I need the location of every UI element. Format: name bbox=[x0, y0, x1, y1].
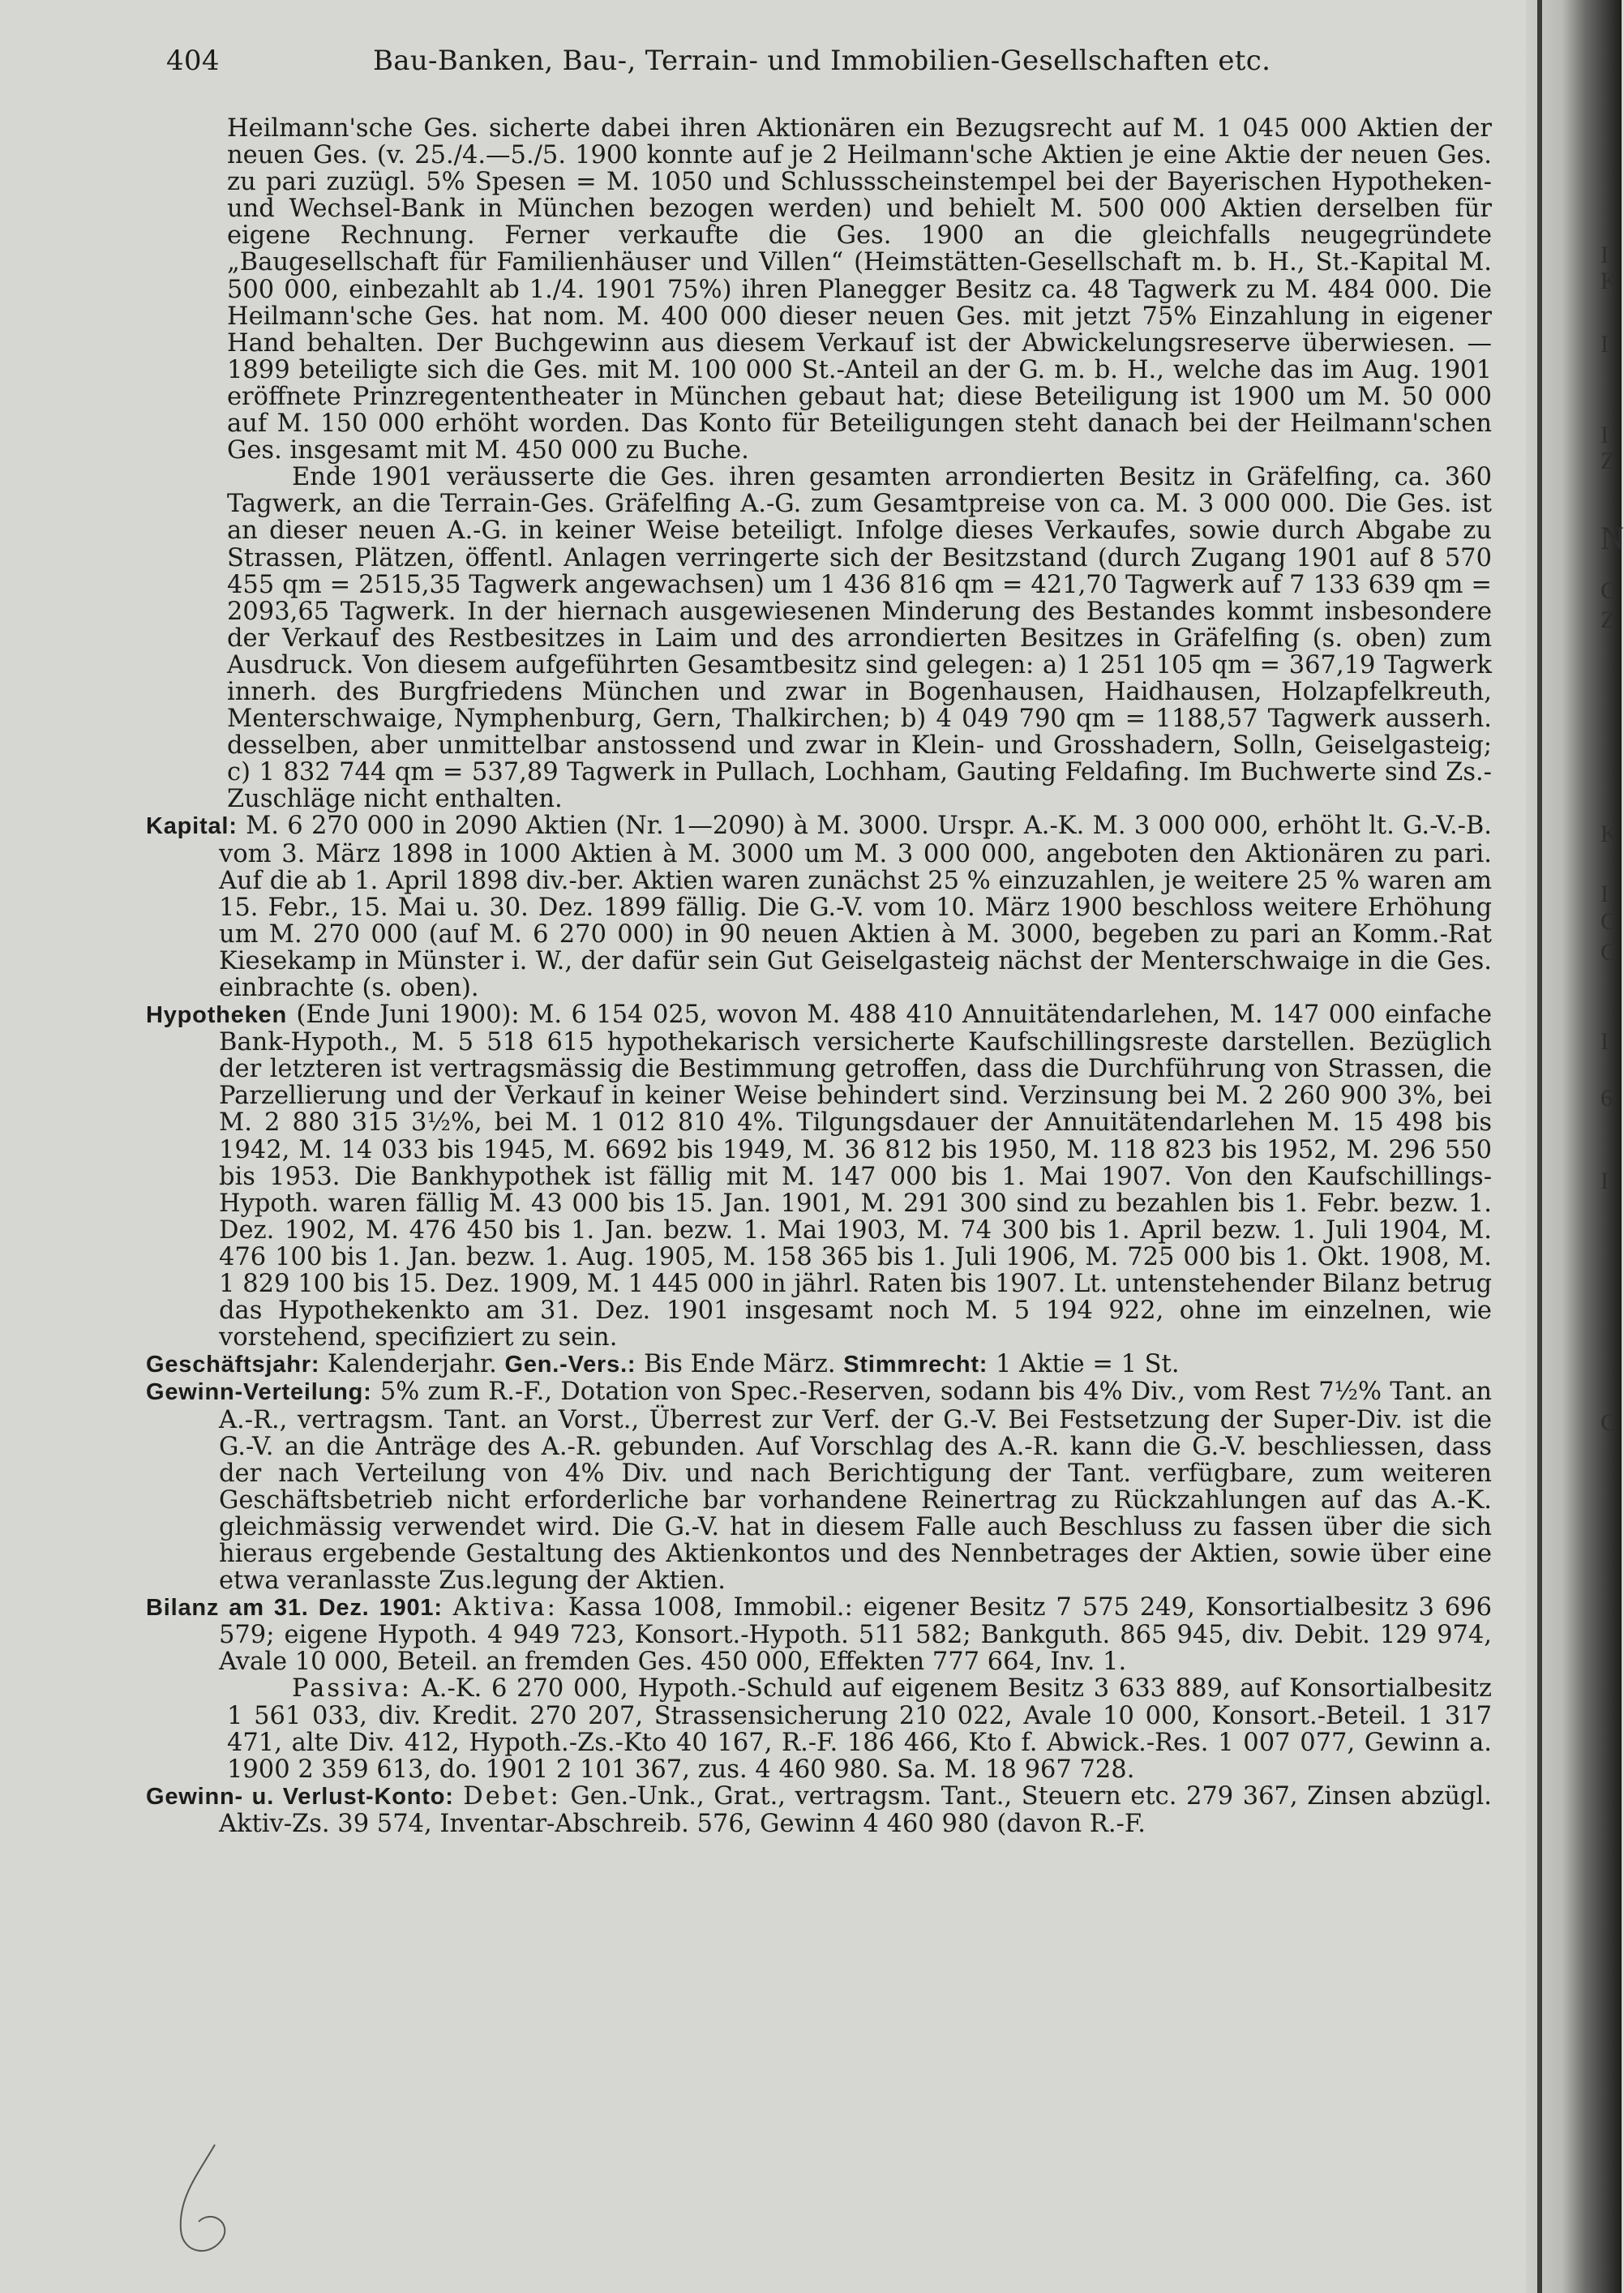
margin-letter: C bbox=[1600, 939, 1618, 966]
section-text-gen-vers: Bis Ende März. bbox=[644, 1350, 836, 1379]
margin-letter: C bbox=[1600, 577, 1618, 604]
section-text-gewinn-verteilung: 5% zum R.-F., Dotation von Spec.-Reserven, sodann bis 4% Div., vom Rest 7½% Tant. an A.-R., vertragsm. Tant. an Vorst., Überrest zur Verf. der G.-V. Bei Festsetzung der Super-Div. ist die G.-V. an die Anträge des A.-R. gebunden. Auf Vorschlag des A.-R. kann die G.-V. beschliessen, dass der nach Verteilung von 4% Div. und nach Berichtigung der Tant. verfügbare, zum weiteren Geschäftsbetrieb nicht erforderliche bar vorhandene Reinertrag zu Rückzahlungen auf das A.-K. gleichmässig verwendet wird. Die G.-V. hat in diesem Falle auch Beschluss zu fassen über die sich hieraus ergebende Gestaltung des Aktienkontos und des Nennbetrages der Aktien, sowie über eine etwa veranlasste Zus.legung der Aktien. bbox=[219, 1378, 1493, 1596]
margin-letter: C bbox=[1600, 1409, 1618, 1436]
page-number: 404 bbox=[166, 45, 220, 77]
section-text-kapital: M. 6 270 000 in 2090 Aktien (Nr. 1—2090) à M. 3000. Urspr. A.-K. M. 3 000 000, erhöht lt. G.-V.-B. vom 3. März 1898 in 1000 Aktien à M. 3000 um M. 3 000 000, angeboten den Aktionären zu pari. Auf die ab 1. April 1898 div.-ber. Aktien waren zunächst 25 % einzuzahlen, je weitere 25 % waren am 15. Febr., 15. Mai u. 30. Dez. 1899 fällig. Die G.-V. vom 10. März 1900 beschloss weitere Erhöhung um M. 270 000 (auf M. 6 270 000) in 90 neuen Aktien à M. 3000, begeben zu pari an Komm.-Rat Kiesekamp in Münster i. W., der dafür sein Gut Geiselgasteig nächst der Menterschwaige in die Ges. einbrachte (s. oben). bbox=[219, 812, 1492, 1002]
section-label-gewinn-verlust: Gewinn- u. Verlust-Konto: bbox=[146, 1783, 454, 1810]
intro-paragraph-1: Heilmann'sche Ges. sicherte dabei ihren Aktionären ein Bezugsrecht auf M. 1 045 000 Aktien der neuen Ges. (v. 25./4.—5./5. 1900 konnte auf je 2 Heilmann'sche Aktien je eine Aktie der neuen Ges. zu pari zuzügl. 5% Spesen = M. 1050 und Schlussscheinstempel bei der Bayerischen Hypotheken- und Wechsel-Bank in München bezogen werden) und behielt M. 500 000 Aktien derselben für eigene Rechnung. Ferner verkaufte die Ges. 1900 an die gleichfalls neugegründete „Baugesellschaft für Familienhäuser und Villen“ (Heimstätten-Gesellschaft m. b. H., St.-Kapital M. 500 000, einbezahlt ab 1./4. 1901 75%) ihren Planegger Besitz ca. 48 Tagwerk zu M. 484 000. Die Heilmann'sche Ges. hat nom. M. 400 000 dieser neuen Ges. mit jetzt 75% Einzahlung in eigener Hand behalten. Der Buchgewinn aus diesem Verkauf ist der Abwickelungsreserve überwiesen. — 1899 beteiligte sich die Ges. mit M. 100 000 St.-Anteil an der G. m. b. H., welche das im Aug. 1901 eröffnete Prinzregententheater in München gebaut hat; diese Beteiligung ist 1900 um M. 50 000 auf M. 150 000 erhöht worden. Das Konto für Beteiligungen steht danach bei der Heilmann'schen Ges. insgesamt mit M. 450 000 zu Buche. bbox=[227, 114, 1492, 465]
passiva-text: A.-K. 6 270 000, Hypoth.-Schuld auf eigenem Besitz 3 633 889, auf Konsortialbesitz 1 561 033, div. Kredit. 270 207, Strassensicherung 210 022, Avale 10 000, Konsort.-Beteil. 1 317 471, alte Div. 412, Hypoth.-Zs.-Kto 40 167, R.-F. 186 466, Kto f. Abwick.-Res. 1 007 077, Gewinn a. 1900 2 359 613, do. 1901 2 101 367, zus. 4 460 980. Sa. M. 18 967 728. bbox=[227, 1674, 1492, 1784]
debet-label: Debet: bbox=[463, 1781, 561, 1811]
margin-letter: 6 bbox=[1600, 1085, 1613, 1112]
aktiva-label: Aktiva: bbox=[452, 1593, 558, 1622]
section-label-stimmrecht: Stimmrecht: bbox=[843, 1352, 988, 1378]
margin-letter: I bbox=[1600, 1028, 1609, 1055]
margin-letter: C bbox=[1600, 908, 1618, 935]
margin-letter: N bbox=[1600, 520, 1624, 556]
margin-letter: I bbox=[1600, 422, 1609, 448]
section-text-geschaeftsjahr: Kalenderjahr. bbox=[327, 1350, 497, 1379]
intro-paragraph-2: Ende 1901 veräusserte die Ges. ihren gesamten arrondierten Besitz in Gräfelfing, ca. 360 Tagwerk, an die Terrain-Ges. Gräfelfing A.-G. zum Gesamtpreise von ca. M. 3 000 000. Die Ges. ist an dieser neuen A.-G. in keiner Weise beteiligt. Infolge dieses Verkaufes, sowie durch Abgabe zu Strassen, Plätzen, öffentl. Anlagen verringerte sich der Besitzstand (durch Zugang 1901 auf 8 570 455 qm = 2515,35 Tagwerk angewachsen) um 1 436 816 qm = 421,70 Tagwerk auf 7 133 639 qm = 2093,65 Tagwerk. In der hiernach ausgewiesenen Minderung des Bestandes kommt insbesondere der Verkauf des Restbesitzes in Laim und des arrondierten Besitzes in Gräfelfing (s. oben) zum Ausdruck. Von diesem aufgeführten Gesamtbesitz sind gelegen: a) 1 251 105 qm = 367,19 Tagwerk innerh. des Burgfriedens München und zwar in Bogenhausen, Haidhausen, Holzapfelkreuth, Menterschwaige, Nymphenburg, Gern, Thalkirchen; b) 4 049 790 qm = 1188,57 Tagwerk ausserh. desselben, aber unmittelbar anstossend und zwar in Klein- und Grosshadern, Solln, Geiselgasteig; c) 1 832 744 qm = 537,89 Tagwerk in Pullach, Lochham, Gauting Feldafing. Im Buchwerte sind Zs.-Zuschläge nicht enthalten. bbox=[227, 463, 1492, 814]
section-kapital bbox=[146, 812, 1492, 1001]
section-gewinn-verteilung bbox=[146, 1378, 1492, 1594]
section-geschaeftsjahr bbox=[146, 1351, 1492, 1378]
section-hypotheken bbox=[146, 1001, 1492, 1351]
page-header bbox=[166, 45, 1496, 85]
margin-letter: I bbox=[1600, 331, 1609, 358]
section-bilanz-passiva bbox=[146, 1675, 1492, 1782]
margin-letter: I bbox=[1600, 1168, 1609, 1194]
section-bilanz bbox=[146, 1594, 1492, 1675]
section-label-bilanz: Bilanz am 31. Dez. 1901: bbox=[146, 1595, 443, 1622]
section-label-gen-vers: Gen.-Vers.: bbox=[504, 1352, 636, 1378]
margin-letter: K bbox=[1600, 268, 1618, 294]
section-text-stimmrecht: 1 Aktie = 1 St. bbox=[995, 1350, 1180, 1379]
aktiva-text: Kassa 1008, Immobil.: eigener Besitz 7 575 249, Konsortialbesitz 3 696 579; eigene Hypoth. 4 949 723, Konsort.-Hypoth. 511 582; Bankguth. 865 945, div. Debit. 129 974, Avale 10 000, Beteil. an fremden Ges. 450 000, Effekten 777 664, Inv. 1. bbox=[219, 1593, 1492, 1677]
section-label-hypotheken: Hypotheken bbox=[146, 1002, 287, 1029]
adjacent-page-margin bbox=[1596, 0, 1622, 2293]
section-label-gewinn-verteilung: Gewinn-Verteilung: bbox=[146, 1379, 372, 1406]
margin-letter: I bbox=[1600, 242, 1609, 268]
margin-letter: K bbox=[1600, 821, 1618, 847]
section-label-kapital: Kapital: bbox=[146, 813, 238, 840]
page-body bbox=[146, 115, 1492, 1837]
margin-letter: I bbox=[1600, 881, 1609, 907]
pencil-mark-icon bbox=[166, 2141, 239, 2262]
section-label-geschaeftsjahr: Geschäftsjahr: bbox=[146, 1352, 320, 1378]
page-edge-line bbox=[1537, 0, 1542, 2293]
passiva-label: Passiva: bbox=[292, 1674, 413, 1704]
section-text-gewinn-verlust: Gen.-Unk., Grat., vertragsm. Tant., Steuern etc. 279 367, Zinsen abzügl. Aktiv-Zs. 39 574, Inventar-Abschreib. 576, Gewinn 4 460 980 (davon R.-F. bbox=[219, 1781, 1492, 1838]
section-text-hypotheken: (Ende Juni 1900): M. 6 154 025, wovon M. 488 410 Annuitätendarlehen, M. 147 000 einfache Bank-Hypoth., M. 5 518 615 hypothekarisch versicherte Kaufschillingsreste darstellen. Bezüglich der letzteren ist vertragsmässig die Bestimmung getroffen, dass die Durchführung von Strassen, die Parzellierung und der Verkauf in keiner Weise behindert sind. Verzinsung bei M. 2 260 900 3%, bei M. 2 880 315 3½%, bei M. 1 012 810 4%. Tilgungsdauer der Annuitätendarlehen M. 15 498 bis 1942, M. 14 033 bis 1945, M. 6692 bis 1949, M. 36 812 bis 1950, M. 118 823 bis 1952, M. 296 550 bis 1953. Die Bankhypothek ist fällig mit M. 147 000 bis 1. Mai 1907. Von den Kaufschillings-Hypoth. waren fällig M. 43 000 bis 15. Jan. 1901, M. 291 300 sind zu bezahlen bis 1. Febr. bezw. 1. Dez. 1902, M. 476 450 bis 1. Jan. bezw. 1. Mai 1903, M. 74 300 bis 1. April bezw. 1. Juli 1904, M. 476 100 bis 1. Jan. bezw. 1. Aug. 1905, M. 158 365 bis 1. Juli 1906, M. 725 000 bis 1. Okt. 1908, M. 1 829 100 bis 15. Dez. 1909, M. 1 445 000 in jährl. Raten bis 1907. Lt. untenstehender Bilanz betrug das Hypothekenkto am 31. Dez. 1901 insgesamt noch M. 5 194 922, ohne im einzelnen, wie vorstehend, specifiziert zu sein. bbox=[219, 1001, 1492, 1352]
margin-letter: Z bbox=[1600, 448, 1616, 474]
margin-letter: Z bbox=[1600, 606, 1616, 633]
section-gewinn-verlust bbox=[146, 1783, 1492, 1837]
running-title: Bau-Banken, Bau-, Terrain- und Immobilien-Gesellschaften etc. bbox=[373, 45, 1271, 77]
